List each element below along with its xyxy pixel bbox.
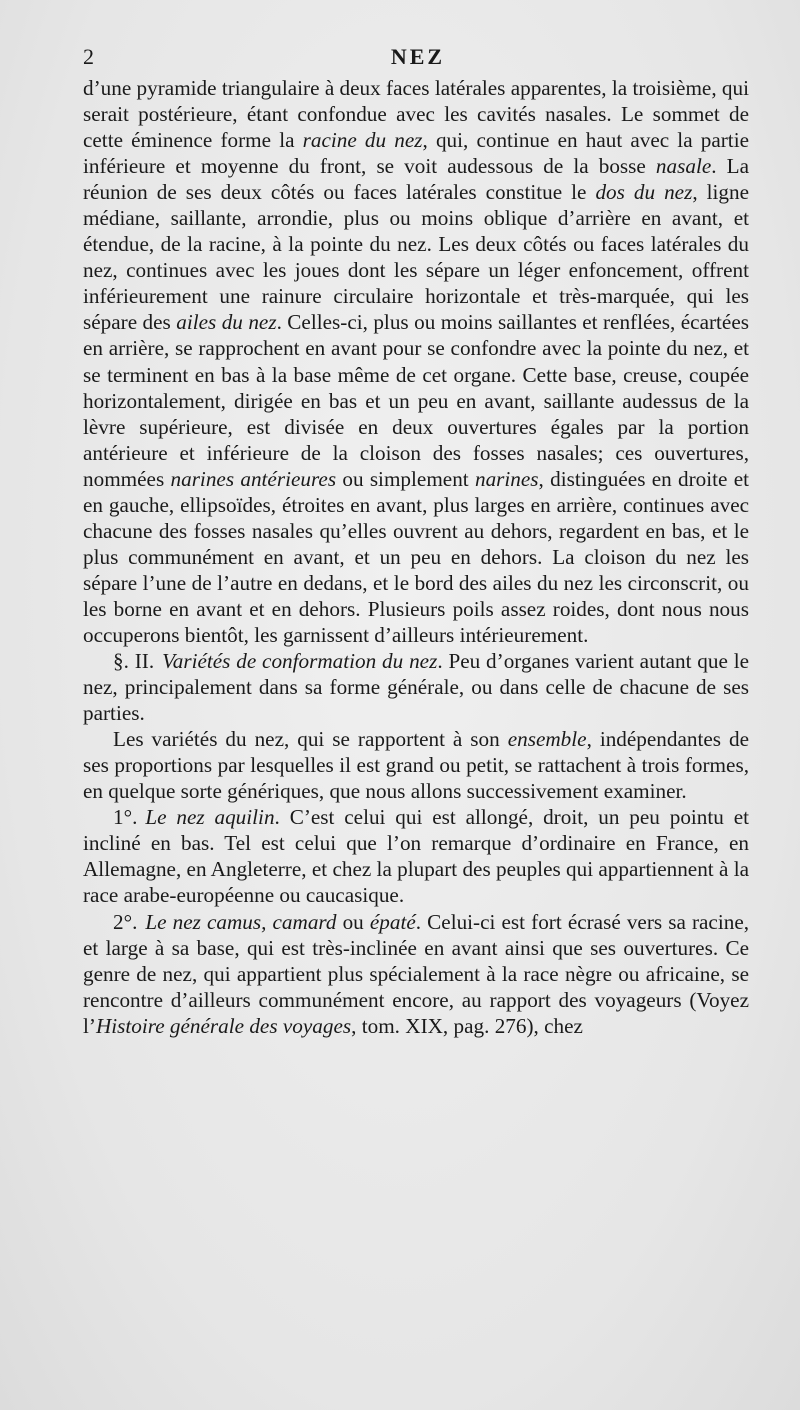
text-run: , tom. XIX, pag. 276), chez	[351, 1013, 583, 1038]
text-run: . C’est celui qui est allongé, droit, un peu pointu et incliné en bas. Tel est celui que l’on remarque d’ordinaire en France, en Allemagne, en Angleterre, et chez la plupart des peuples qui appartiennent à la race arabe-européenne ou caucasique.	[83, 805, 750, 908]
italic-term: Le nez aquilin	[145, 805, 275, 830]
paragraph-varieties	[83, 726, 749, 804]
text-run: . Celui-ci est fort écrasé vers sa racine, et large à sa base, qui est très-inclinée en avant ainsi que ses ouvertures. Ce genre de nez, qui appartient plus spécialement à la race nègre ou africaine, se rencontre d’ailleurs communément encore, au rapport des voyageurs (Voyez l’	[83, 909, 750, 1038]
running-head	[83, 44, 753, 78]
italic-term: dos du nez	[595, 180, 693, 205]
text-run: , qui, continue en haut avec la partie inférieure et moyenne du front, se voit audessous de la bosse	[83, 128, 749, 179]
paragraph-flat-nose	[83, 909, 749, 1039]
text-run: ou simplement	[336, 466, 475, 491]
text-run: d’une pyramide triangulaire à deux faces latérales apparentes, la troisième, qui serait postérieure, étant confondue avec les cavités nasales. Le sommet de cette éminence forme la	[83, 76, 749, 153]
text-run: , indépendantes de ses proportions par lesquelles il est grand ou petit, se rattachent à trois formes, en quelque sorte génériques, que nous allons successivement examiner.	[83, 727, 749, 804]
section-number: §. II.	[113, 649, 155, 674]
paragraph-nose-description	[83, 75, 749, 648]
running-title: NEZ	[390, 44, 446, 69]
italic-term: narines antérieures	[170, 466, 337, 491]
italic-term: Histoire générale des voyages	[95, 1013, 352, 1038]
paragraph-section-heading	[83, 648, 749, 726]
section-title: Variétés de conformation du nez	[162, 649, 438, 674]
text-run: . Celles-ci, plus ou moins saillantes et renflées, écartées en arrière, se rapprochent en avant pour se confondre avec la pointe du nez, et se terminent en bas à la base même de cet organe. Cette base, creuse, coupée horizontalement, dirigée en bas et un peu en avant, saillante audessus de la lèvre supérieure, est divisée en deux ouvertures égales par la portion antérieure et inférieure de la cloison des fosses nasales; ces ouvertures, nommées	[83, 310, 749, 491]
paragraph-aquiline	[83, 804, 749, 908]
list-number: 1°.	[113, 805, 138, 830]
body-text	[83, 75, 749, 1039]
text-run: . Peu d’organes varient autant que le nez, principalement dans sa forme générale, ou dans celle de chacune de ses parties.	[83, 649, 749, 726]
text-run: Les variétés du nez, qui se rapportent à son	[113, 727, 508, 752]
italic-term: ensemble	[507, 727, 587, 752]
page-number: 2	[83, 44, 94, 69]
list-number: 2°.	[113, 909, 138, 934]
text-run: , ligne médiane, saillante, arrondie, plus ou moins oblique d’arrière en avant, et étendue, de la racine, à la pointe du nez. Les deux côtés ou faces latérales du nez, continues avec les joues dont les sépare un léger enfoncement, offrent inférieurement une rainure circulaire horizontale et très-marquée, qui les sépare des	[83, 180, 749, 335]
italic-term: ailes du nez	[176, 310, 277, 335]
italic-term: épaté	[369, 909, 416, 934]
italic-term: racine du nez	[302, 128, 423, 153]
text-run: ou	[336, 909, 370, 934]
italic-term: nasale	[655, 154, 712, 179]
italic-term: Le nez camus, camard	[145, 909, 337, 934]
text-run: , distinguées en droite et en gauche, ellipsoïdes, étroites en avant, plus larges en arrière, continues avec chacune des fosses nasales qu’elles ouvrent au dehors, regardent en bas, et le plus communément en avant, et un peu en dehors. La cloison du nez les sépare l’une de l’autre en dedans, et le bord des ailes du nez les circonscrit, ou les borne en avant et en dehors. Plusieurs poils assez roides, dont nous nous occuperons bientôt, les garnissent d’ailleurs intérieurement.	[83, 466, 750, 647]
italic-term: narines	[474, 466, 539, 491]
text-run: . La réunion de ses deux côtés ou faces latérales constitue le	[83, 154, 749, 205]
